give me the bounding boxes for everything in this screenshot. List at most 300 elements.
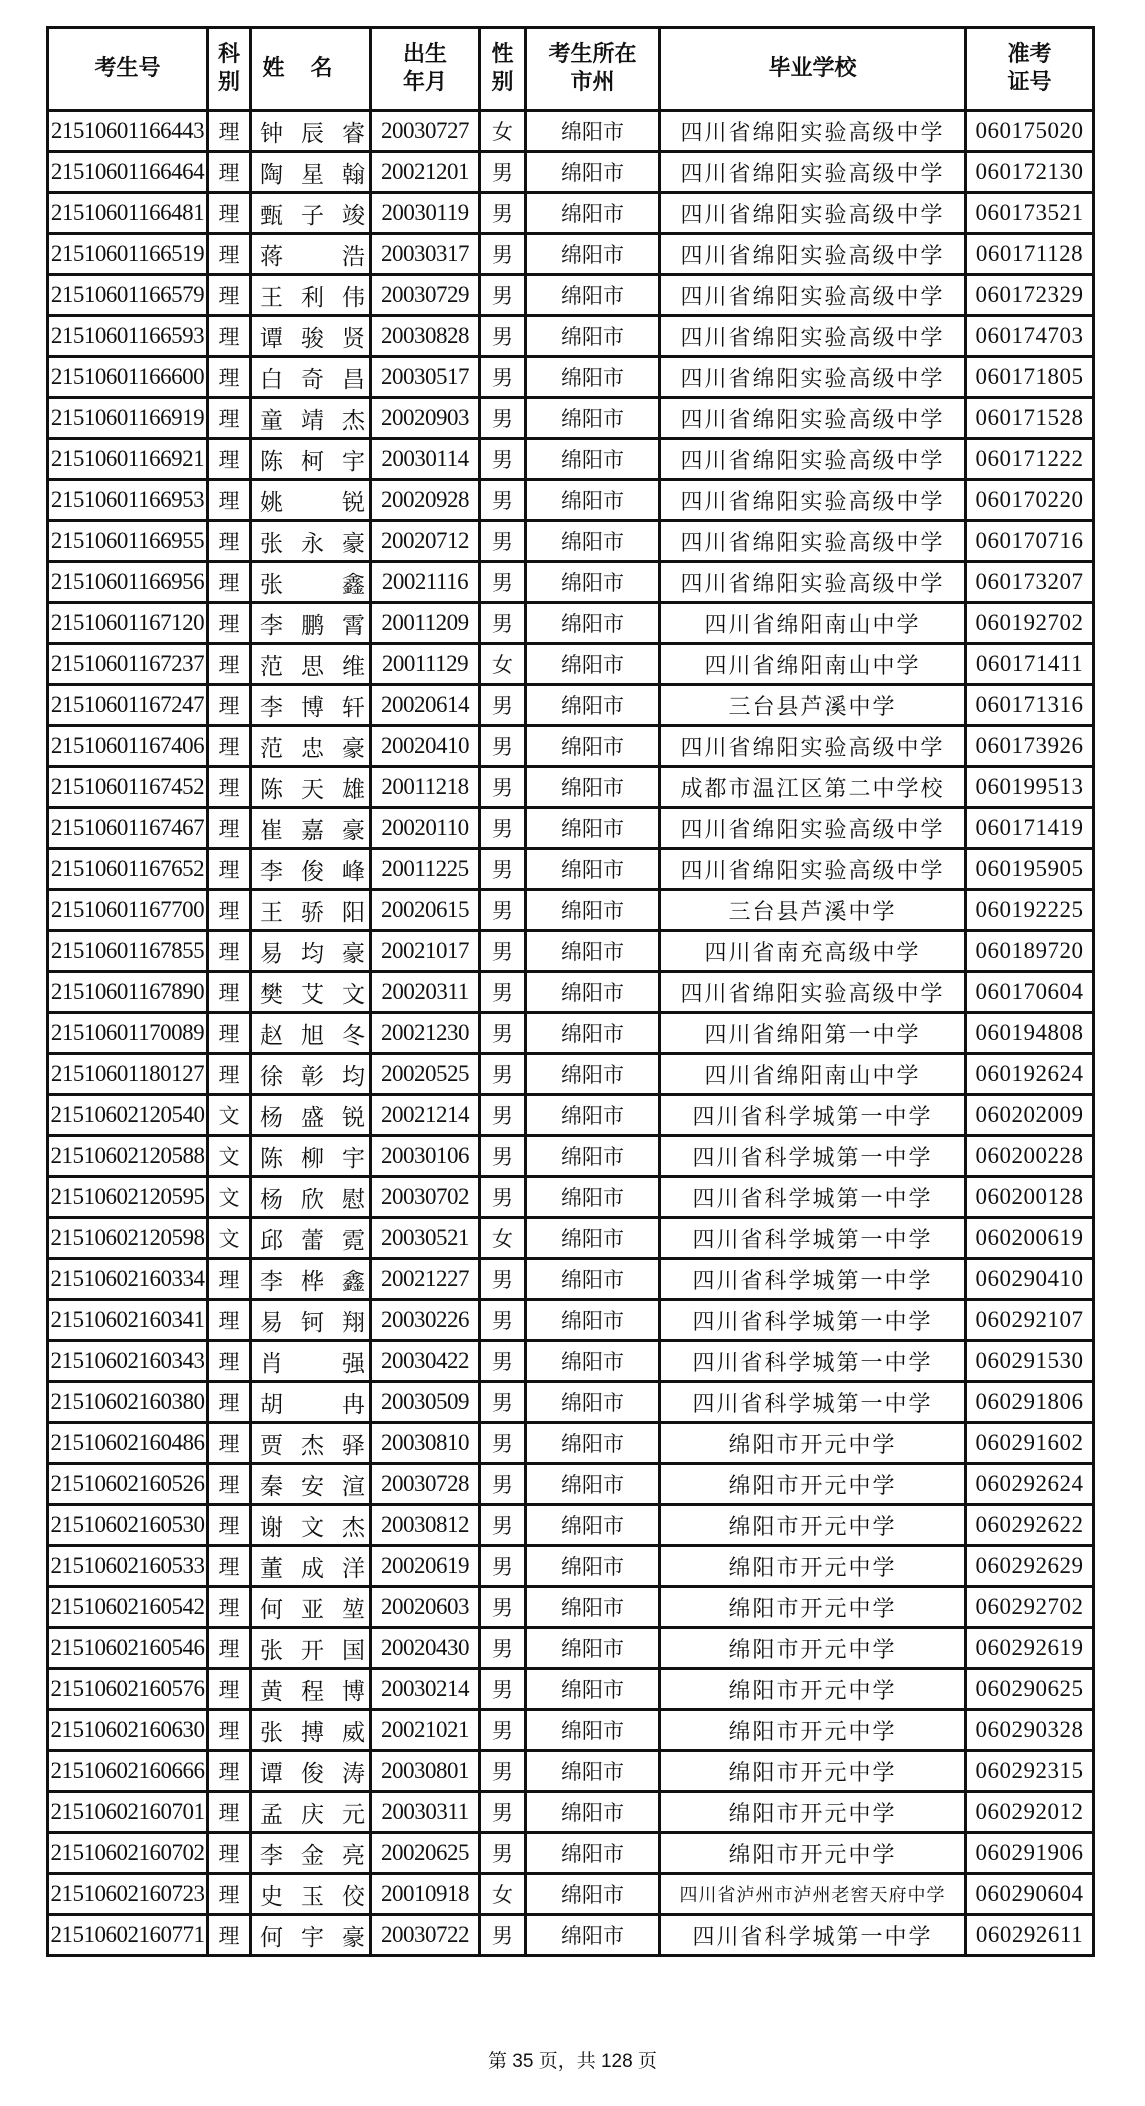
table-row — [48, 726, 1094, 767]
city-cell: 绵阳市 — [526, 439, 660, 480]
exam-no-cell: 21510602160334 — [48, 1259, 208, 1300]
exam-no-cell: 21510602160530 — [48, 1505, 208, 1546]
ticket-cell: 060171411 — [966, 644, 1094, 685]
birth-cell: 20020603 — [371, 1587, 480, 1628]
birth-cell: 20020110 — [371, 808, 480, 849]
city-cell: 绵阳市 — [526, 1300, 660, 1341]
table-row — [48, 1423, 1094, 1464]
ticket-cell: 060291530 — [966, 1341, 1094, 1382]
subject-cell: 理 — [208, 1300, 251, 1341]
gender-cell: 男 — [480, 1915, 526, 1956]
school-cell: 绵阳市开元中学 — [660, 1751, 966, 1792]
admission-list-table — [46, 26, 1095, 1957]
subject-cell: 理 — [208, 603, 251, 644]
name-text: 何亚堃 — [260, 1596, 365, 1623]
exam-no-cell: 21510601166921 — [48, 439, 208, 480]
name-text: 李俊峰 — [260, 858, 365, 885]
subject-cell: 理 — [208, 1259, 251, 1300]
name-cell — [251, 1259, 371, 1300]
ticket-cell: 060170716 — [966, 521, 1094, 562]
subject-cell: 理 — [208, 1710, 251, 1751]
city-cell: 绵阳市 — [526, 1915, 660, 1956]
table-row — [48, 521, 1094, 562]
ticket-cell: 060172130 — [966, 152, 1094, 193]
ticket-cell: 060200619 — [966, 1218, 1094, 1259]
city-cell: 绵阳市 — [526, 1669, 660, 1710]
birth-cell: 20020614 — [371, 685, 480, 726]
name-cell — [251, 1628, 371, 1669]
birth-cell: 20020903 — [371, 398, 480, 439]
ticket-cell: 060292619 — [966, 1628, 1094, 1669]
exam-no-cell: 21510601180127 — [48, 1054, 208, 1095]
table-row — [48, 234, 1094, 275]
name-cell — [251, 1874, 371, 1915]
city-cell: 绵阳市 — [526, 1423, 660, 1464]
city-cell: 绵阳市 — [526, 1341, 660, 1382]
exam-no-cell: 21510602160542 — [48, 1587, 208, 1628]
name-text: 易均豪 — [260, 940, 365, 967]
exam-no-cell: 21510601166955 — [48, 521, 208, 562]
birth-cell: 20020410 — [371, 726, 480, 767]
name-cell — [251, 1505, 371, 1546]
birth-cell: 20030521 — [371, 1218, 480, 1259]
exam-no-cell: 21510601166593 — [48, 316, 208, 357]
birth-cell: 20030728 — [371, 1464, 480, 1505]
exam-no-cell: 21510601167855 — [48, 931, 208, 972]
exam-no-cell: 21510602160380 — [48, 1382, 208, 1423]
school-cell: 四川省绵阳实验高级中学 — [660, 439, 966, 480]
school-cell: 绵阳市开元中学 — [660, 1833, 966, 1874]
birth-cell: 20011209 — [371, 603, 480, 644]
name-cell — [251, 972, 371, 1013]
gender-cell: 男 — [480, 972, 526, 1013]
city-cell: 绵阳市 — [526, 1751, 660, 1792]
school-cell: 绵阳市开元中学 — [660, 1464, 966, 1505]
school-cell: 绵阳市开元中学 — [660, 1587, 966, 1628]
name-cell — [251, 726, 371, 767]
exam-no-cell: 21510602160486 — [48, 1423, 208, 1464]
birth-cell: 20030828 — [371, 316, 480, 357]
ticket-cell: 060200128 — [966, 1177, 1094, 1218]
gender-cell: 男 — [480, 1177, 526, 1218]
subject-cell: 理 — [208, 152, 251, 193]
subject-cell: 理 — [208, 1669, 251, 1710]
exam-no-cell: 21510601167452 — [48, 767, 208, 808]
school-cell: 四川省科学城第一中学 — [660, 1915, 966, 1956]
subject-cell: 理 — [208, 1464, 251, 1505]
name-cell — [251, 1669, 371, 1710]
exam-no-cell: 21510602120595 — [48, 1177, 208, 1218]
gender-cell: 男 — [480, 1792, 526, 1833]
name-text: 童靖杰 — [260, 407, 365, 434]
gender-cell: 男 — [480, 1669, 526, 1710]
birth-cell: 20030722 — [371, 1915, 480, 1956]
ticket-cell: 060173207 — [966, 562, 1094, 603]
exam-no-cell: 21510602160343 — [48, 1341, 208, 1382]
name-cell — [251, 1054, 371, 1095]
birth-cell: 20030702 — [371, 1177, 480, 1218]
name-cell — [251, 808, 371, 849]
name-cell — [251, 1423, 371, 1464]
name-text: 张永豪 — [260, 530, 365, 557]
school-cell: 四川省绵阳实验高级中学 — [660, 357, 966, 398]
name-text: 李金亮 — [260, 1842, 365, 1869]
gender-cell: 男 — [480, 931, 526, 972]
gender-cell: 男 — [480, 767, 526, 808]
school-cell: 四川省绵阳实验高级中学 — [660, 562, 966, 603]
exam-no-cell: 21510601167237 — [48, 644, 208, 685]
subject-cell: 理 — [208, 685, 251, 726]
gender-cell: 男 — [480, 808, 526, 849]
name-text: 杨欣慰 — [260, 1186, 365, 1213]
name-cell — [251, 1915, 371, 1956]
gender-cell: 男 — [480, 275, 526, 316]
name-text: 李博轩 — [260, 694, 365, 721]
name-cell — [251, 111, 371, 152]
header-city: 考生所在市州 — [526, 28, 660, 111]
city-cell: 绵阳市 — [526, 1464, 660, 1505]
ticket-cell: 060171128 — [966, 234, 1094, 275]
gender-cell: 男 — [480, 152, 526, 193]
city-cell: 绵阳市 — [526, 1054, 660, 1095]
subject-cell: 理 — [208, 1874, 251, 1915]
subject-cell: 理 — [208, 234, 251, 275]
name-text: 张搏威 — [260, 1719, 365, 1746]
gender-cell: 女 — [480, 1218, 526, 1259]
table-row — [48, 808, 1094, 849]
name-text: 李桦鑫 — [260, 1268, 365, 1295]
exam-no-cell: 21510602120540 — [48, 1095, 208, 1136]
exam-no-cell: 21510601167120 — [48, 603, 208, 644]
school-cell: 成都市温江区第二中学校 — [660, 767, 966, 808]
birth-cell: 20020619 — [371, 1546, 480, 1587]
exam-no-cell: 21510601167652 — [48, 849, 208, 890]
table-row — [48, 398, 1094, 439]
name-text: 钟辰睿 — [260, 120, 365, 147]
school-cell: 四川省绵阳南山中学 — [660, 1054, 966, 1095]
ticket-cell: 060192624 — [966, 1054, 1094, 1095]
city-cell: 绵阳市 — [526, 890, 660, 931]
exam-no-cell: 21510602160630 — [48, 1710, 208, 1751]
table-row — [48, 1054, 1094, 1095]
name-cell — [251, 1751, 371, 1792]
table-row — [48, 931, 1094, 972]
table-row — [48, 275, 1094, 316]
exam-no-cell: 21510601167700 — [48, 890, 208, 931]
exam-no-cell: 21510601166464 — [48, 152, 208, 193]
school-cell: 四川省科学城第一中学 — [660, 1095, 966, 1136]
exam-no-cell: 21510601167467 — [48, 808, 208, 849]
subject-cell: 理 — [208, 193, 251, 234]
school-cell: 三台县芦溪中学 — [660, 890, 966, 931]
exam-no-cell: 21510601166481 — [48, 193, 208, 234]
school-cell: 绵阳市开元中学 — [660, 1710, 966, 1751]
table-row — [48, 439, 1094, 480]
name-cell — [251, 1341, 371, 1382]
gender-cell: 男 — [480, 1423, 526, 1464]
ticket-cell: 060292702 — [966, 1587, 1094, 1628]
gender-cell: 男 — [480, 234, 526, 275]
school-cell: 四川省泸州市泸州老窖天府中学 — [660, 1874, 966, 1915]
subject-cell: 文 — [208, 1218, 251, 1259]
gender-cell: 男 — [480, 1095, 526, 1136]
name-text: 陶星翰 — [260, 161, 365, 188]
exam-no-cell: 21510602160702 — [48, 1833, 208, 1874]
name-text: 张 鑫 — [260, 571, 365, 598]
school-cell: 四川省绵阳实验高级中学 — [660, 398, 966, 439]
gender-cell: 男 — [480, 521, 526, 562]
ticket-cell: 060291806 — [966, 1382, 1094, 1423]
table-row — [48, 1710, 1094, 1751]
table-row — [48, 849, 1094, 890]
city-cell: 绵阳市 — [526, 1218, 660, 1259]
ticket-cell: 060175020 — [966, 111, 1094, 152]
exam-no-cell: 21510602120598 — [48, 1218, 208, 1259]
table-row — [48, 1095, 1094, 1136]
subject-cell: 理 — [208, 1751, 251, 1792]
exam-no-cell: 21510601166956 — [48, 562, 208, 603]
gender-cell: 男 — [480, 1833, 526, 1874]
city-cell: 绵阳市 — [526, 685, 660, 726]
city-cell: 绵阳市 — [526, 1505, 660, 1546]
school-cell: 四川省绵阳第一中学 — [660, 1013, 966, 1054]
ticket-cell: 060202009 — [966, 1095, 1094, 1136]
subject-cell: 文 — [208, 1177, 251, 1218]
birth-cell: 20030317 — [371, 234, 480, 275]
subject-cell: 理 — [208, 1382, 251, 1423]
subject-cell: 理 — [208, 1341, 251, 1382]
ticket-cell: 060194808 — [966, 1013, 1094, 1054]
ticket-cell: 060189720 — [966, 931, 1094, 972]
birth-cell: 20020311 — [371, 972, 480, 1013]
table-row — [48, 1792, 1094, 1833]
school-cell: 四川省南充高级中学 — [660, 931, 966, 972]
subject-cell: 理 — [208, 849, 251, 890]
ticket-cell: 060291906 — [966, 1833, 1094, 1874]
name-text: 孟庆元 — [260, 1801, 365, 1828]
birth-cell: 20020928 — [371, 480, 480, 521]
birth-cell: 20020430 — [371, 1628, 480, 1669]
birth-cell: 20011218 — [371, 767, 480, 808]
ticket-cell: 060292622 — [966, 1505, 1094, 1546]
name-cell — [251, 152, 371, 193]
gender-cell: 男 — [480, 398, 526, 439]
ticket-cell: 060171222 — [966, 439, 1094, 480]
name-cell — [251, 1833, 371, 1874]
birth-cell: 20030422 — [371, 1341, 480, 1382]
table-row — [48, 1874, 1094, 1915]
gender-cell: 男 — [480, 1382, 526, 1423]
table-body — [48, 111, 1094, 1956]
ticket-cell: 060200228 — [966, 1136, 1094, 1177]
subject-cell: 理 — [208, 275, 251, 316]
subject-cell: 理 — [208, 357, 251, 398]
ticket-cell: 060192702 — [966, 603, 1094, 644]
table-row — [48, 1382, 1094, 1423]
gender-cell: 男 — [480, 439, 526, 480]
birth-cell: 20020525 — [371, 1054, 480, 1095]
subject-cell: 理 — [208, 1792, 251, 1833]
birth-cell: 20021214 — [371, 1095, 480, 1136]
ticket-cell: 060170220 — [966, 480, 1094, 521]
name-text: 姚 锐 — [260, 489, 365, 516]
city-cell: 绵阳市 — [526, 1095, 660, 1136]
name-text: 范忠豪 — [260, 735, 365, 762]
birth-cell: 20021017 — [371, 931, 480, 972]
gender-cell: 男 — [480, 1587, 526, 1628]
ticket-cell: 060174703 — [966, 316, 1094, 357]
name-cell — [251, 1792, 371, 1833]
header-birth: 出生年月 — [371, 28, 480, 111]
name-cell — [251, 644, 371, 685]
ticket-cell: 060173521 — [966, 193, 1094, 234]
ticket-cell: 060171419 — [966, 808, 1094, 849]
city-cell: 绵阳市 — [526, 1792, 660, 1833]
city-cell: 绵阳市 — [526, 1382, 660, 1423]
subject-cell: 理 — [208, 111, 251, 152]
name-text: 史玉佼 — [260, 1883, 365, 1910]
ticket-cell: 060171528 — [966, 398, 1094, 439]
exam-no-cell: 21510601166919 — [48, 398, 208, 439]
table-row — [48, 1013, 1094, 1054]
ticket-cell: 060290604 — [966, 1874, 1094, 1915]
gender-cell: 男 — [480, 1300, 526, 1341]
city-cell: 绵阳市 — [526, 1177, 660, 1218]
ticket-cell: 060290410 — [966, 1259, 1094, 1300]
exam-no-cell: 21510601166953 — [48, 480, 208, 521]
ticket-cell: 060171805 — [966, 357, 1094, 398]
name-cell — [251, 480, 371, 521]
name-text: 李鹏霄 — [260, 612, 365, 639]
exam-no-cell: 21510601167247 — [48, 685, 208, 726]
subject-cell: 理 — [208, 480, 251, 521]
birth-cell: 20030810 — [371, 1423, 480, 1464]
ticket-cell: 060192225 — [966, 890, 1094, 931]
table-row — [48, 1341, 1094, 1382]
gender-cell: 男 — [480, 1505, 526, 1546]
exam-no-cell: 21510602160526 — [48, 1464, 208, 1505]
birth-cell: 20020625 — [371, 1833, 480, 1874]
name-text: 秦安渲 — [260, 1473, 365, 1500]
school-cell: 绵阳市开元中学 — [660, 1505, 966, 1546]
header-name: 姓名 — [251, 28, 371, 111]
city-cell: 绵阳市 — [526, 726, 660, 767]
gender-cell: 女 — [480, 1874, 526, 1915]
name-text: 樊艾文 — [260, 981, 365, 1008]
name-cell — [251, 1095, 371, 1136]
city-cell: 绵阳市 — [526, 1833, 660, 1874]
subject-cell: 理 — [208, 1833, 251, 1874]
table-row — [48, 1915, 1094, 1956]
gender-cell: 男 — [480, 193, 526, 234]
name-text: 范思维 — [260, 653, 365, 680]
birth-cell: 20011225 — [371, 849, 480, 890]
school-cell: 四川省绵阳实验高级中学 — [660, 193, 966, 234]
subject-cell: 理 — [208, 644, 251, 685]
name-cell — [251, 439, 371, 480]
subject-cell: 文 — [208, 1095, 251, 1136]
city-cell: 绵阳市 — [526, 562, 660, 603]
table-row — [48, 1546, 1094, 1587]
school-cell: 四川省科学城第一中学 — [660, 1382, 966, 1423]
header-ticket: 准考证号 — [966, 28, 1094, 111]
ticket-cell: 060292611 — [966, 1915, 1094, 1956]
exam-no-cell: 21510602160723 — [48, 1874, 208, 1915]
name-text: 谢文杰 — [260, 1514, 365, 1541]
table-row — [48, 890, 1094, 931]
city-cell: 绵阳市 — [526, 603, 660, 644]
gender-cell: 男 — [480, 1751, 526, 1792]
table-row — [48, 1669, 1094, 1710]
table-row — [48, 111, 1094, 152]
header-gender: 性别 — [480, 28, 526, 111]
school-cell: 绵阳市开元中学 — [660, 1669, 966, 1710]
name-text: 谭俊涛 — [260, 1760, 365, 1787]
table-row — [48, 1136, 1094, 1177]
subject-cell: 理 — [208, 1423, 251, 1464]
name-text: 陈柳宇 — [260, 1145, 365, 1172]
city-cell: 绵阳市 — [526, 193, 660, 234]
ticket-cell: 060292624 — [966, 1464, 1094, 1505]
city-cell: 绵阳市 — [526, 808, 660, 849]
table-row — [48, 644, 1094, 685]
table-row — [48, 562, 1094, 603]
name-text: 谭骏贤 — [260, 325, 365, 352]
gender-cell: 男 — [480, 849, 526, 890]
exam-no-cell: 21510602120588 — [48, 1136, 208, 1177]
ticket-cell: 060292012 — [966, 1792, 1094, 1833]
name-text: 邱蕾霓 — [260, 1227, 365, 1254]
name-cell — [251, 1013, 371, 1054]
city-cell: 绵阳市 — [526, 931, 660, 972]
city-cell: 绵阳市 — [526, 357, 660, 398]
name-cell — [251, 193, 371, 234]
table-row — [48, 972, 1094, 1013]
header-subject: 科别 — [208, 28, 251, 111]
table-row — [48, 1177, 1094, 1218]
school-cell: 四川省绵阳南山中学 — [660, 644, 966, 685]
subject-cell: 理 — [208, 1587, 251, 1628]
ticket-cell: 060171316 — [966, 685, 1094, 726]
city-cell: 绵阳市 — [526, 398, 660, 439]
birth-cell: 20030729 — [371, 275, 480, 316]
birth-cell: 20030311 — [371, 1792, 480, 1833]
birth-cell: 20021201 — [371, 152, 480, 193]
table-row — [48, 1259, 1094, 1300]
city-cell: 绵阳市 — [526, 316, 660, 357]
exam-no-cell: 21510602160666 — [48, 1751, 208, 1792]
exam-no-cell: 21510601166443 — [48, 111, 208, 152]
name-cell — [251, 1464, 371, 1505]
table-row — [48, 767, 1094, 808]
school-cell: 四川省绵阳实验高级中学 — [660, 521, 966, 562]
ticket-cell: 060292107 — [966, 1300, 1094, 1341]
school-cell: 四川省科学城第一中学 — [660, 1259, 966, 1300]
table-row — [48, 1628, 1094, 1669]
gender-cell: 男 — [480, 1628, 526, 1669]
gender-cell: 男 — [480, 890, 526, 931]
exam-no-cell: 21510602160341 — [48, 1300, 208, 1341]
header-school: 毕业学校 — [660, 28, 966, 111]
school-cell: 四川省绵阳实验高级中学 — [660, 726, 966, 767]
subject-cell: 理 — [208, 931, 251, 972]
name-cell — [251, 316, 371, 357]
table-row — [48, 1833, 1094, 1874]
ticket-cell: 060292629 — [966, 1546, 1094, 1587]
table-row — [48, 1751, 1094, 1792]
subject-cell: 理 — [208, 316, 251, 357]
school-cell: 绵阳市开元中学 — [660, 1423, 966, 1464]
